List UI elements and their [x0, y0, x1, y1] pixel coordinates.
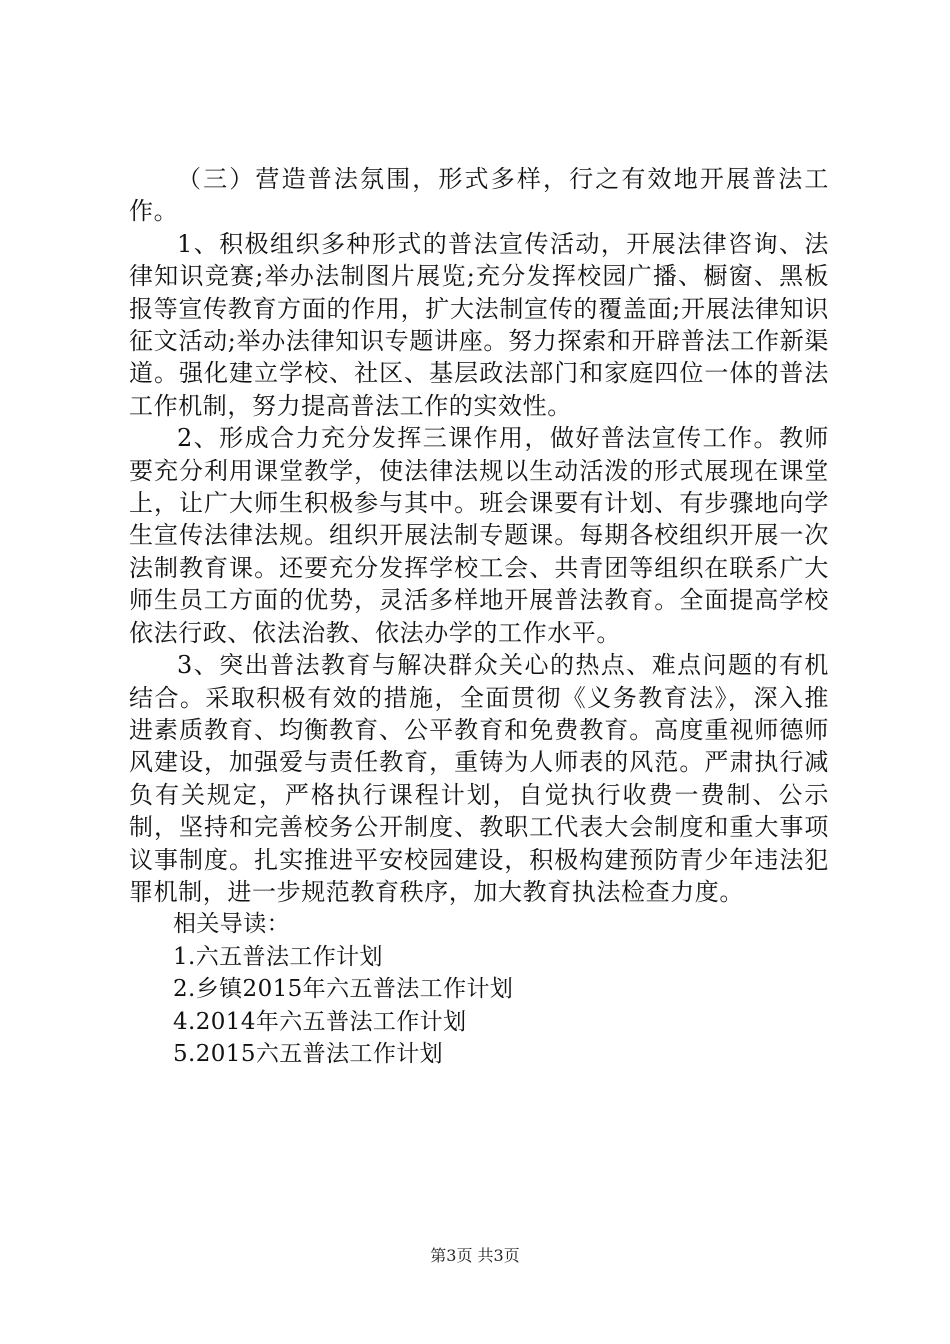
related-link[interactable]: 5.2015六五普法工作计划 — [173, 1040, 444, 1067]
related-link[interactable]: 4.2014年六五普法工作计划 — [173, 1008, 467, 1035]
page-footer: 第3页 共3页 — [430, 1246, 520, 1265]
body-paragraph-3: 3、突出普法教育与解决群众关心的热点、难点问题的有机结合。采取积极有效的措施，全面贯彻《义务教育法》，深入推进素质教育、均衡教育、公平教育和免费教育。高度重视师德师风建设，加强爱与责任教育，重铸为人师表的风范。严肃执行减负有关规定，严格执行课程计划，自觉执行收费一费制、公示制，坚持和完善校务公开制度、教职工代表大会制度和重大事项议事制度。扎实推进平安校园建设，积极构建预防青少年违法犯罪机制，进一步规范教育秩序，加大教育执法检查力度。 — [129, 651, 829, 906]
related-reading — [129, 908, 829, 1070]
document-body — [129, 163, 829, 1070]
body-paragraph-2: 2、形成合力充分发挥三课作用，做好普法宣传工作。教师要充分利用课堂教学，使法律法规以生动活泼的形式展现在课堂上，让广大师生积极参与其中。班会课要有计划、有步骤地向学生宣传法律法规。组织开展法制专题课。每期各校组织开展一次法制教育课。还要充分发挥学校工会、共青团等组织在联系广大师生员工方面的优势，灵活多样地开展普法教育。全面提高学校依法行政、依法治教、依法办学的工作水平。 — [129, 424, 829, 647]
related-reading-title: 相关导读： — [173, 911, 290, 938]
related-link[interactable]: 2.乡镇2015年六五普法工作计划 — [173, 976, 514, 1003]
section-heading-paragraph: （三）营造普法氛围，形式多样，行之有效地开展普法工作。 — [129, 165, 829, 226]
related-reading-list — [173, 941, 829, 1071]
related-link[interactable]: 1.六五普法工作计划 — [173, 943, 383, 970]
body-paragraph-1: 1、积极组织多种形式的普法宣传活动，开展法律咨询、法律知识竞赛;举办法制图片展览;充分发挥校园广播、橱窗、黑板报等宣传教育方面的作用，扩大法制宣传的覆盖面;开展法律知识征文活动;举办法律知识专题讲座。努力探索和开辟普法工作新渠道。强化建立学校、社区、基层政法部门和家庭四位一体的普法工作机制，努力提高普法工作的实效性。 — [129, 229, 829, 420]
